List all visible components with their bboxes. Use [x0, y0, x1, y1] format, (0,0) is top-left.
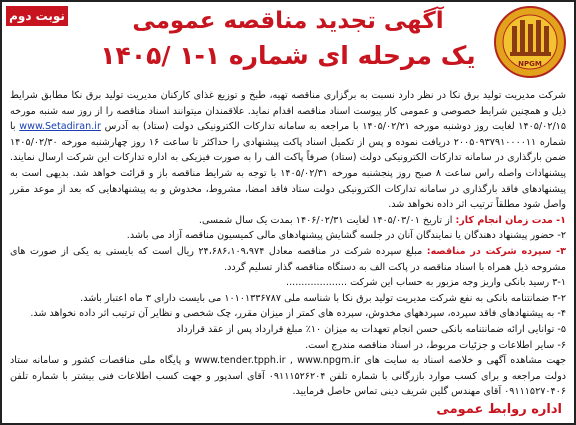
ad-body — [10, 88, 566, 400]
ad-title: آگهی تجدید مناقصه عمومی — [132, 8, 444, 34]
item-3-1: ۳-۱ رسید بانکی واریز وجه مزبور به حساب این شرکت .................... — [286, 277, 566, 289]
item-1 — [10, 213, 566, 229]
logo-caption: NPGM — [518, 60, 542, 68]
item-6: ۶- سایر اطلاعات و جزئیات مربوط، در اسناد مناقصه مندرج است. — [305, 339, 566, 351]
item-4: ۴- به پیشنهادهای فاقد سپرده، سپردههای مخدوش، سپرده های کمتر از میزان مقرر، چک شخصی و نظایر آن ترتیب اثر داده نخواهد شد. — [30, 308, 566, 320]
item-3-2: ۳-۲ ضمانتنامه بانکی به نفع شرکت مدیریت تولید برق نکا با شناسه ملی ۱۰۱۰۱۳۳۶۷۸۷ می بایست دارای ۳ ماه اعتبار باشد. — [80, 292, 566, 304]
intro-text-1: شرکت مدیریت تولید برق نکا در نظر دارد نسبت به برگزاری مناقصه تهیه، طبخ و توزیع غذای کارکنان مدیریت تولید برق نکا مطابق شرایط ذیل و همچنین شرایط خصوصی و عمومی کار پیوست اسناد مناقصه اقدام نماید. علاقمندان میتوانند اسناد مناقصه را از روز سه شنبه مورخه ۱۴۰۵/۰۲/۱۵ لغایت روز دوشنبه مورخه ۱۴۰۵/۰۲/۲۱ با مراجعه به سامانه تدارکات الکترونیکی دولت (ستاد) به آدرس — [10, 90, 566, 133]
item-1-label: ۱- مدت زمان انجام کار: — [455, 214, 566, 226]
item-3 — [10, 244, 566, 275]
item-3-label: ۳- سپرده شرکت در مناقصه: — [426, 245, 566, 257]
intro-text-2: با شماره ۲۰۰۵۰۹۳۷۹۱۰۰۰۰۱۱ دریافت نموده و پس از تکمیل اسناد پاکت پیشنهادی را حداکثر تا ساعت ۱۶ روز چهارشنبه مورخه ۱۴۰۵/۰۲/۳۰ ضمن بارگذاری در سامانه تدارکات الکترونیکی دولت (ستاد) صرفاً پاکت الف را به صورت فیزیکی به اداره تدارکات این شرکت ارسال نمایند. پیشنهادات واصله راس ساعت ۸ صبح روز پنجشنبه مورخه ۱۴۰۵/۰۲/۳۱ با توجه به شرایط مناقصه باز و قرائت خواهد شد. بدیهی است به پیشنهادهای فاقد بارگذاری در سامانه تدارکات الکترونیکی دولت ستاد فاقد امضا، مشروط، مخدوش و به پیشنهادهایی که بعد از موعد مقرر واصل شود مطلقاً ترتیب اثر داده نخواهد شد. — [10, 121, 567, 211]
item-1-text: از تاریخ ۱۴۰۵/۰۳/۰۱ لغایت ۱۴۰۶/۰۲/۳۱ بمدت یک سال شمسی. — [198, 214, 453, 226]
intro-paragraph — [10, 88, 566, 213]
setadiran-link[interactable]: www.Setadiran.ir — [19, 121, 101, 133]
item-2: ۲- حضور پیشنهاد دهندگان یا نمایندگان آنان در جلسه گشایش پیشنهادهای مالی کمیسیون مناقصه آزاد می باشد. — [126, 230, 566, 242]
item-5: ۵- توانایی ارائه ضمانتنامه بانکی حسن انجام تعهدات به میزان ۱۰٪ مبلغ قرارداد پس از عقد قرارداد — [176, 323, 566, 335]
item-3-text: مبلغ سپرده شرکت در مناقصه معادل ۲۴،۶۸۶،۱۰۹،۹۷۴ ریال است که بایستی به یکی از صورت های مشروحه ذیل همراه با اسناد مناقصه در پاکت الف به دستگاه مناقصه گذار تسلیم گردد. — [10, 245, 566, 273]
public-relations-signature: اداره روابط عمومی — [436, 402, 562, 417]
ad-subtitle: یک مرحله ای شماره ۱-۱ /۱۴۰۵ — [100, 41, 476, 70]
round-badge: نوبت دوم — [6, 6, 68, 26]
company-logo-icon — [492, 4, 568, 80]
closing-paragraph: جهت مشاهده آگهی و خلاصه اسناد به سایت های www.tender.tpph.ir , www.npgm.ir و پایگاه ملی مناقصات کشور و سامانه ستاد دولت مراجعه و برای کسب موارد بازرگانی با شماره تلفن ۰۹۱۱۱۵۲۶۲۰۴ آقای اسدپور و جهت کسب اطلاعات فنی بیشتر با شماره تلفن ۰۹۱۱۱۵۲۷۰۴۰۶ آقای مهندس گلین شریف دینی تماس حاصل فرمایید. — [10, 355, 567, 398]
